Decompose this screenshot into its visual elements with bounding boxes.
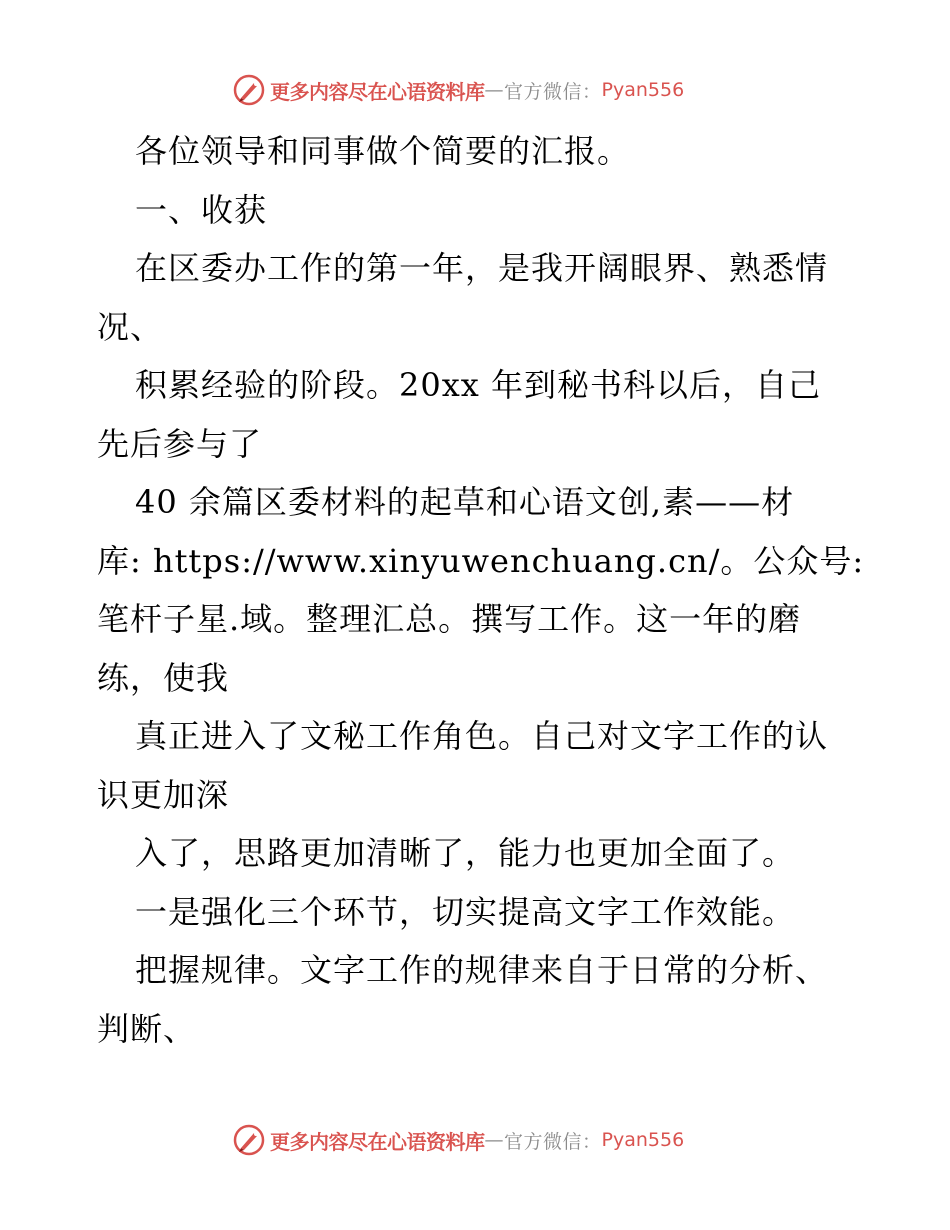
watermark-site-text: 更多内容尽在心语资料库	[270, 79, 485, 104]
section-heading: 一、收获	[135, 190, 268, 229]
body-line: 真正进入了文秘工作角色。自己对文字工作的认	[135, 717, 829, 755]
document-body	[97, 122, 877, 1058]
body-line: 入了，思路更加清晰了，能力也更加全面了。	[135, 834, 796, 872]
body-line: 识更加深	[97, 775, 230, 814]
watermark-separator: —	[484, 1129, 504, 1151]
pen-logo-icon	[232, 1123, 266, 1157]
body-line-url: 库: https://www.xinyuwenchuang.cn/。公众号:	[97, 541, 865, 580]
body-line: 判断、	[97, 1009, 197, 1048]
body-line: 40 余篇区委材料的起草和心语文创,素——材	[135, 483, 795, 521]
body-line: 况、	[97, 307, 164, 346]
body-line: 在区委办工作的第一年，是我开阔眼界、熟悉情	[135, 249, 829, 287]
header-watermark	[232, 70, 752, 110]
body-line: 先后参与了	[97, 424, 263, 463]
watermark-wechat-id: Pyan556	[601, 79, 685, 101]
watermark-site-text: 更多内容尽在心语资料库	[270, 1129, 485, 1154]
watermark-separator: —	[484, 79, 504, 101]
footer-watermark	[232, 1120, 752, 1160]
pen-logo-icon	[232, 73, 266, 107]
watermark-wechat-label: 官方微信：	[504, 1130, 602, 1153]
watermark-wechat-id: Pyan556	[601, 1129, 685, 1151]
body-line: 把握规律。文字工作的规律来自于日常的分析、	[135, 951, 829, 989]
body-line: 积累经验的阶段。20xx 年到秘书科以后，自己	[135, 366, 821, 404]
body-line: 各位领导和同事做个简要的汇报。	[135, 132, 631, 170]
body-line: 练，使我	[97, 658, 230, 697]
watermark-wechat-label: 官方微信：	[504, 80, 602, 103]
body-line: 笔杆子星.域。整理汇总。撰写工作。这一年的磨	[97, 600, 802, 638]
body-line: 一是强化三个环节，切实提高文字工作效能。	[135, 892, 796, 931]
